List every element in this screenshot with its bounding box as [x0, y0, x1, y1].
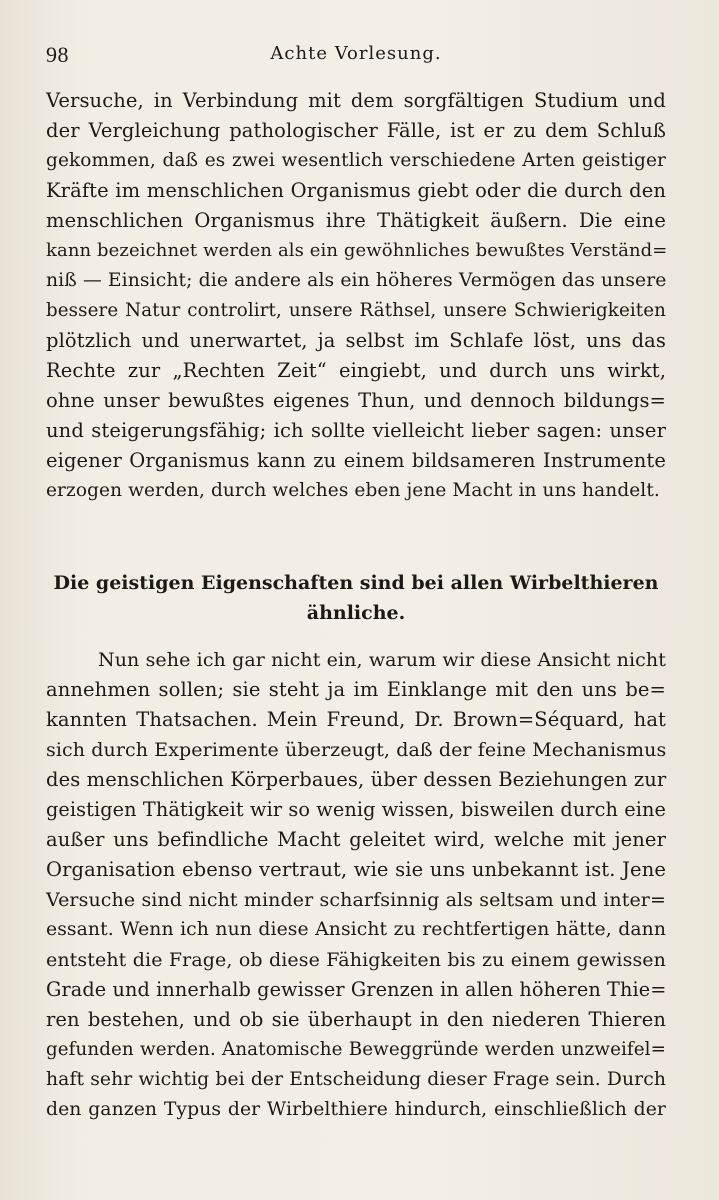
text-line: gefunden werden. Anatomische Beweggründe werden unzweifel=	[46, 1039, 666, 1060]
text-line: Rechte zur „Rechten Zeit“ eingiebt, und durch uns wirkt,	[46, 359, 666, 382]
text-line: entsteht die Frage, ob diese Fähigkeiten bis zu einem gewissen	[46, 949, 666, 971]
text-line: ren bestehen, und ob sie überhaupt in den niederen Thieren	[46, 1008, 666, 1031]
text-line: den ganzen Typus der Wirbelthiere hindurch, einschließlich der	[46, 1099, 666, 1120]
text-line: Versuche, in Verbindung mit dem sorgfältigen Studium und	[46, 89, 666, 112]
text-line: der Vergleichung pathologischer Fälle, ist er zu dem Schluß	[46, 119, 666, 142]
text-line: ohne unser bewußtes eigenes Thun, und dennoch bildungs=	[46, 389, 666, 412]
section-heading-line-1: Die geistigen Eigenschaften sind bei allen Wirbelthieren	[53, 572, 659, 594]
text-line: essant. Wenn ich nun diese Ansicht zu rechtfertigen hätte, dann	[46, 919, 666, 940]
text-line: niß — Einsicht; die andere als ein höheres Vermögen das unsere	[46, 270, 667, 291]
page-number: 98	[46, 42, 69, 67]
running-head: Achte Vorlesung.	[270, 43, 442, 64]
text-line: plötzlich und unerwartet, ja selbst im Schlafe löst, uns das	[46, 329, 666, 352]
text-line: bessere Natur controlirt, unsere Räthsel, unsere Schwierigkeiten	[46, 300, 666, 321]
text-line: erzogen werden, durch welches eben jene Macht in uns handelt.	[46, 480, 660, 501]
text-line: menschlichen Organismus ihre Thätigkeit äußern. Die eine	[46, 209, 666, 232]
text-line: haft sehr wichtig bei der Entscheidung dieser Frage sein. Durch	[46, 1069, 666, 1090]
text-line: sich durch Experimente überzeugt, daß der feine Mechanismus	[46, 739, 667, 761]
section-heading-line-2: ähnliche.	[306, 602, 406, 624]
text-line: Grade und innerhalb gewisser Grenzen in allen höheren Thie=	[46, 978, 667, 1001]
text-line: Kräfte im menschlichen Organismus giebt oder die durch den	[46, 179, 666, 202]
page-header	[46, 40, 666, 70]
text-line: geistigen Thätigkeit wir so wenig wissen, bisweilen durch eine	[46, 798, 666, 821]
text-line: Versuche sind nicht minder scharfsinnig als seltsam und inter=	[46, 889, 666, 911]
text-line: gekommen, daß es zwei wesentlich verschiedene Arten geistiger	[46, 150, 666, 171]
text-line: Nun sehe ich gar nicht ein, warum wir diese Ansicht nicht	[98, 649, 666, 671]
text-line: annehmen sollen; sie steht ja im Einklange mit den uns be=	[46, 678, 666, 701]
text-line: eigener Organismus kann zu einem bildsameren Instrumente	[46, 449, 666, 472]
text-line: außer uns befindliche Macht geleitet wird, welche mit jener	[46, 828, 666, 851]
text-line: und steigerungsfähig; ich sollte vielleicht lieber sagen: unser	[46, 419, 666, 442]
text-line: des menschlichen Körperbaues, über dessen Beziehungen zur	[46, 768, 667, 791]
text-line: kannten Thatsachen. Mein Freund, Dr. Brown=Séquard, hat	[46, 708, 666, 731]
text-line: Organisation ebenso vertraut, wie sie uns unbekannt ist. Jene	[46, 858, 666, 881]
text-line: kann bezeichnet werden als ein gewöhnliches bewußtes Verständ=	[46, 240, 668, 261]
